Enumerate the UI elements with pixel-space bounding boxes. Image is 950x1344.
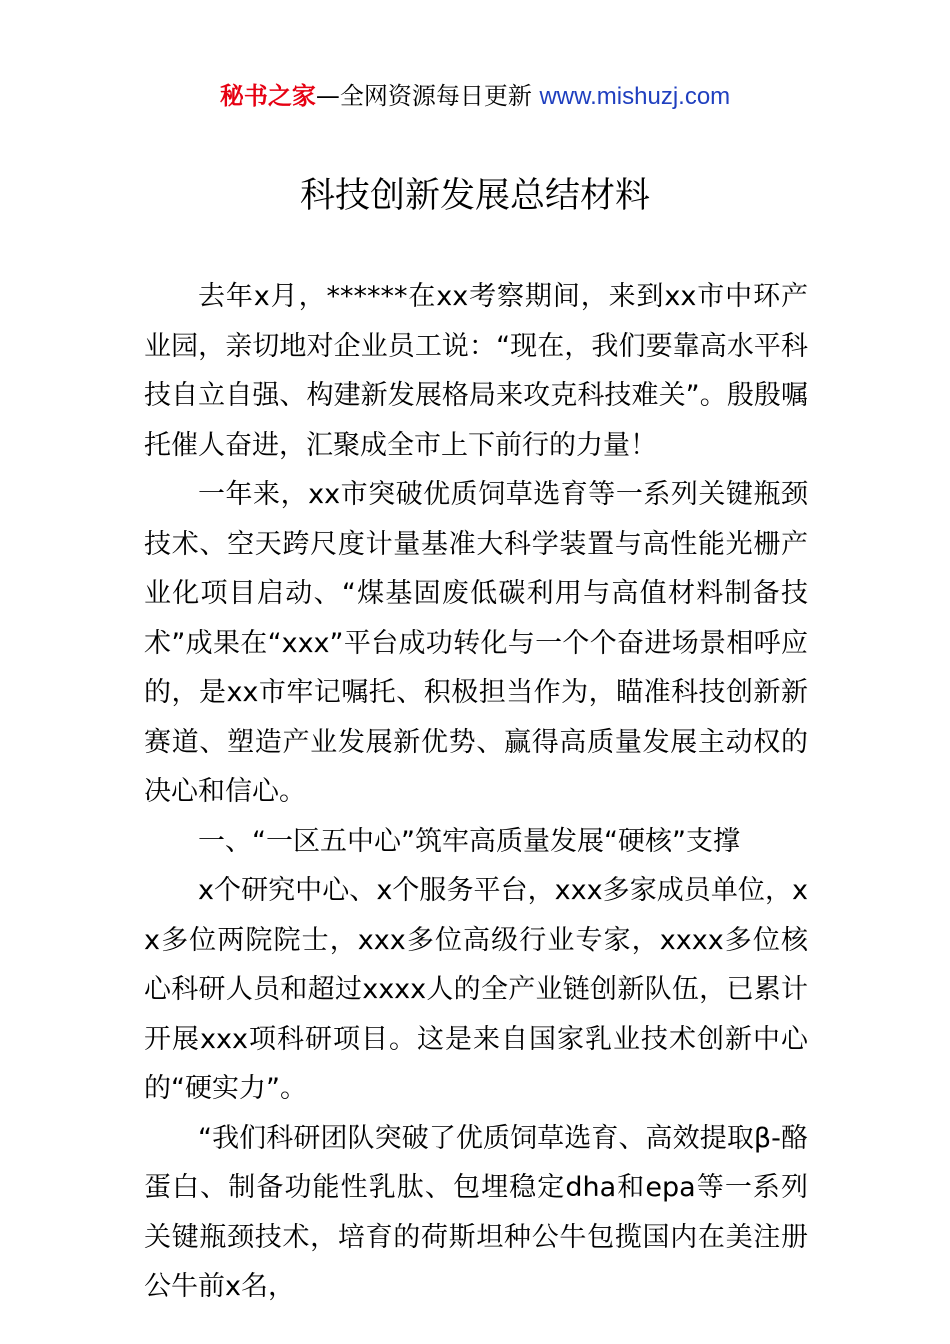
paragraph: x个研究中心、x个服务平台，xxx多家成员单位，xx多位两院院士，xxx多位高级行业专家，xxxx多位核心科研人员和超过xxxx人的全产业链创新队伍，已累计开展xxx项科研项目。这是来自国家乳业技术创新中心的“硬实力”。	[144, 875, 808, 1104]
site-header	[0, 80, 950, 113]
paragraph: 一年来，xx市突破优质饲草选育等一系列关键瓶颈技术、空天跨尺度计量基准大科学装置与高性能光栅产业化项目启动、“煤基固废低碳利用与高值材料制备技术”成果在“xxx”平台成功转化与一个个奋进场景相呼应的，是xx市牢记嘱托、积极担当作为，瞄准科技创新新赛道、塑造产业发展新优势、赢得高质量发展主动权的决心和信心。	[144, 479, 808, 807]
document-title: 科技创新发展总结材料	[299, 176, 650, 216]
paragraph: 去年x月，******在xx考察期间，来到xx市中环产业园，亲切地对企业员工说：“现在，我们要靠高水平科技自立自强、构建新发展格局来攻克科技难关”。殷殷嘱托催人奋进，汇聚成全市上下前行的力量！	[144, 281, 808, 461]
section-heading: 一、“一区五中心”筑牢高质量发展“硬核”支撑	[198, 825, 740, 857]
site-slogan: —全网资源每日更新	[315, 82, 540, 110]
paragraph: “我们科研团队突破了优质饲草选育、高效提取β-酪蛋白、制备功能性乳肽、包埋稳定dha和epa等一系列关键瓶颈技术，培育的荷斯坦种公牛包揽国内在美注册公牛前x名，	[144, 1122, 808, 1302]
site-brand: 秘书之家	[219, 82, 316, 110]
document-body	[144, 272, 808, 1312]
site-url-link[interactable]: www.mishuzj.com	[539, 83, 731, 110]
